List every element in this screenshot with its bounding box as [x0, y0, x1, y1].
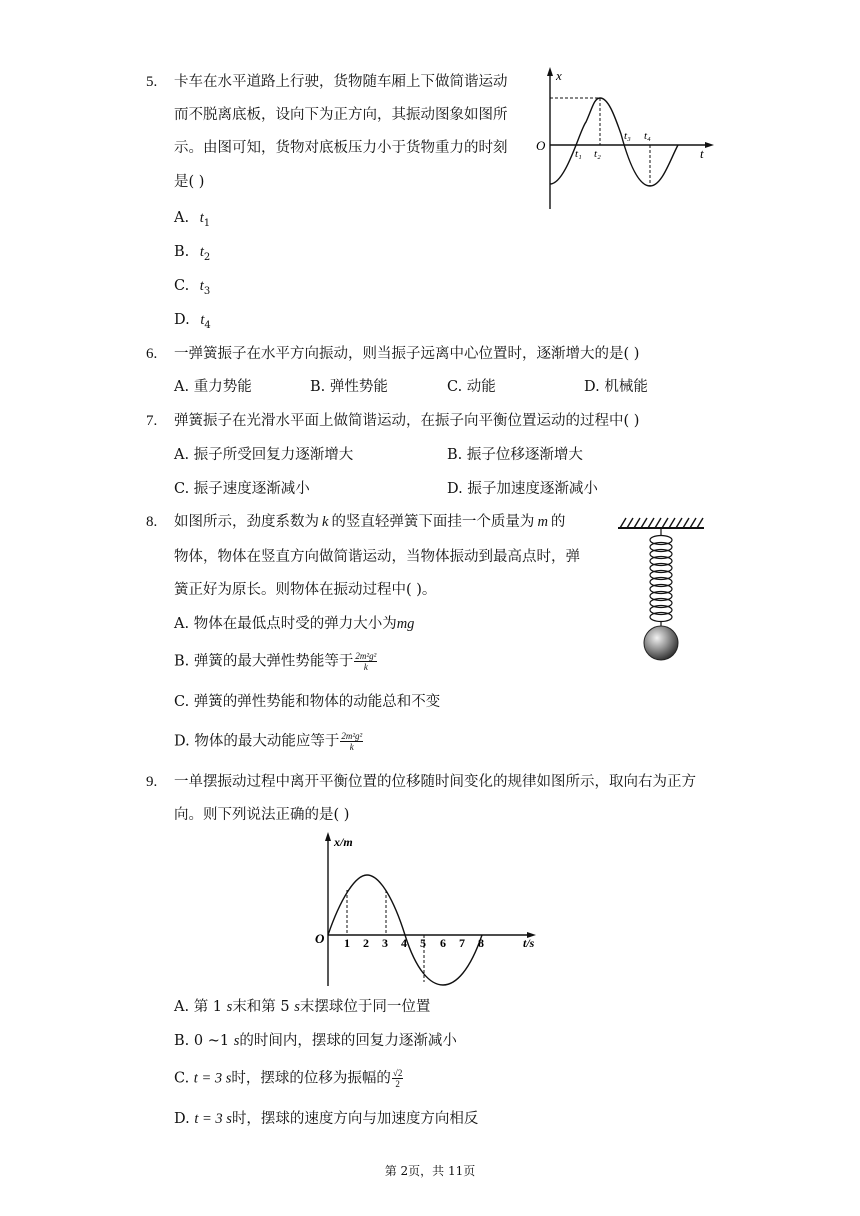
q9-graph-xlabel: t/s [523, 936, 535, 950]
q5-option-c[interactable]: C. $t_3$ [174, 278, 211, 297]
spring-mass-figure [612, 512, 708, 664]
q5-graph-t3: t₃ [624, 130, 631, 142]
q9-pendulum-graph [310, 830, 550, 992]
q7-option-d[interactable]: D. 振子加速度逐渐减小 [447, 481, 598, 497]
option-letter: C. [174, 278, 190, 294]
q8-stem-line1: 如图所示，劲度系数为 k 的竖直轻弹簧下面挂一个质量为 m 的 [174, 514, 566, 530]
q5-graph-origin: O [536, 138, 546, 153]
page-footer: 第 2页，共 11页 [384, 1164, 476, 1178]
q9-option-a[interactable]: A. 第 1 s末和第 5 s末摆球位于同一位置 [174, 999, 431, 1015]
q5-number: 5. [146, 74, 158, 90]
q5-vibration-graph [528, 64, 718, 214]
q8-option-b[interactable]: B. 弹簧的最大弹性势能等于 $\frac{\text{2m²g²}}{k}$ [174, 651, 377, 672]
q7-option-a[interactable]: A. 振子所受回复力逐渐增大 [174, 447, 354, 463]
q6-option-c[interactable]: C. 动能 [447, 379, 496, 395]
q9-stem-line1: 一单摆振动过程中离开平衡位置的位移随时间变化的规律如图所示，取向右为正方 [174, 774, 696, 790]
q8-option-d[interactable]: D. 物体的最大动能应等于 $\frac{\text{2m²g²}}{k}$ [174, 731, 363, 752]
q6-number: 6. [146, 346, 158, 362]
tick-label: 4 [401, 936, 407, 950]
option-letter: B. [174, 244, 190, 260]
q9-graph-ylabel: x/m [334, 835, 353, 849]
tick-label: 2 [363, 936, 369, 950]
q5-option-d[interactable]: D. $t_4$ [174, 312, 211, 331]
q8-stem-line3: 簧正好为原长。则物体在振动过程中( )。 [174, 582, 437, 598]
q5-stem-line1: 卡车在水平道路上行驶，货物随车厢上下做简谐运动 [174, 74, 508, 90]
q5-stem-line2: 而不脱离底板，设向下为正方向，其振动图象如图所 [174, 107, 508, 123]
q9-number: 9. [146, 774, 158, 790]
mass-ball [644, 626, 678, 660]
spring-coil [650, 536, 672, 622]
q9-option-c[interactable]: C. t = 3 s时，摆球的位移为振幅的 $\frac{√2}{2}$ [174, 1068, 403, 1089]
q9-graph-origin: O [315, 931, 325, 946]
option-letter: D. [174, 312, 190, 328]
q8-stem-line2: 物体，物体在竖直方向做简谐运动，当物体振动到最高点时，弹 [174, 549, 580, 565]
q5-option-b[interactable]: B. $t_2$ [174, 244, 211, 263]
q5-graph-t4: t₄ [644, 130, 651, 142]
q8-option-a[interactable]: A. 物体在最低点时受的弹力大小为mg [174, 616, 415, 632]
tick-label: 5 [420, 936, 426, 950]
q5-graph-ylabel: x [556, 68, 562, 83]
q8-option-c[interactable]: C. 弹簧的弹性势能和物体的动能总和不变 [174, 694, 441, 710]
q7-option-c[interactable]: C. 振子速度逐渐减小 [174, 481, 310, 497]
q7-option-b[interactable]: B. 振子位移逐渐增大 [447, 447, 583, 463]
q6-stem: 一弹簧振子在水平方向振动，则当振子远离中心位置时，逐渐增大的是( ) [174, 346, 640, 362]
tick-label: 7 [459, 936, 465, 950]
tick-label: 6 [440, 936, 446, 950]
q5-option-a[interactable]: A. $t_1$ [174, 210, 211, 229]
option-letter: A. [174, 210, 190, 226]
tick-label: 8 [478, 936, 484, 950]
tick-label: 3 [382, 936, 388, 950]
q6-option-d[interactable]: D. 机械能 [584, 379, 648, 395]
q6-option-b[interactable]: B. 弹性势能 [310, 379, 388, 395]
q9-option-b[interactable]: B. 0 ~1 s的时间内，摆球的回复力逐渐减小 [174, 1033, 457, 1049]
q9-stem-line2: 向。则下列说法正确的是( ) [174, 807, 350, 823]
q5-graph-t1: t₁ [575, 148, 582, 160]
q8-number: 8. [146, 514, 158, 530]
ceiling-hatch [620, 518, 703, 528]
q9-option-d[interactable]: D. t = 3 s时，摆球的速度方向与加速度方向相反 [174, 1111, 479, 1127]
q5-stem-line3: 示。由图可知，货物对底板压力小于货物重力的时刻 [174, 140, 508, 156]
q5-graph-t2: t₂ [594, 148, 601, 160]
q6-option-a[interactable]: A. 重力势能 [174, 379, 252, 395]
tick-label: 1 [344, 936, 350, 950]
q5-graph-xlabel: t [700, 146, 704, 161]
q7-number: 7. [146, 413, 158, 429]
q5-stem-line4: 是( ) [174, 174, 205, 190]
q7-stem: 弹簧振子在光滑水平面上做简谐运动，在振子向平衡位置运动的过程中( ) [174, 413, 640, 429]
